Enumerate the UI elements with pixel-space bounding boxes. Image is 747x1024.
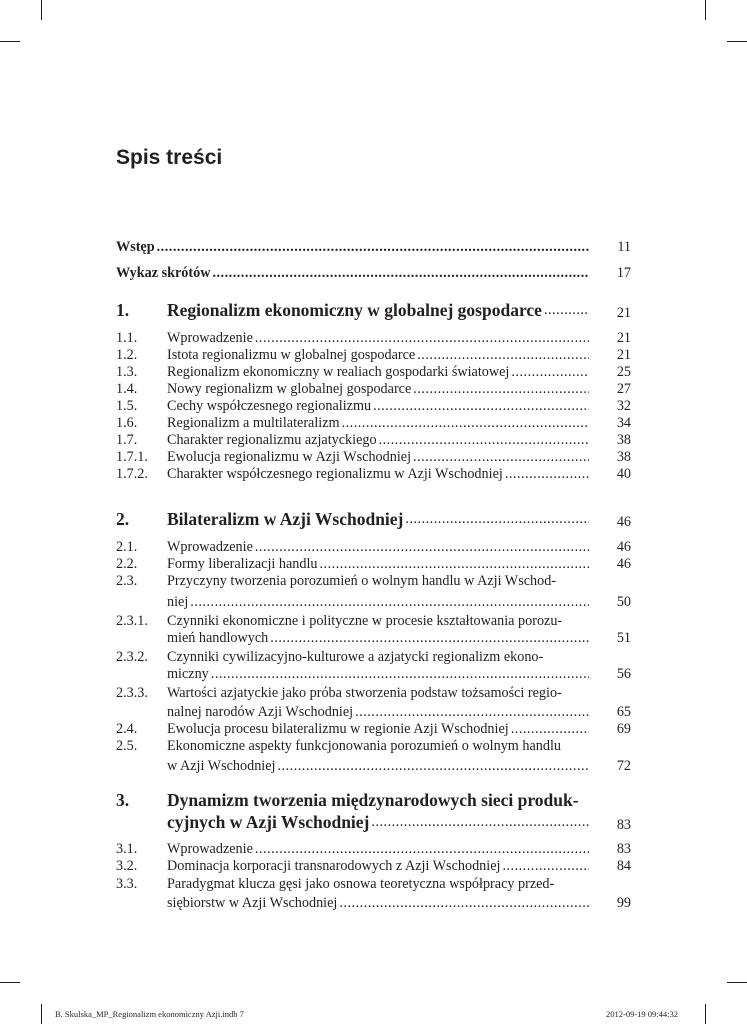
toc-label-line2: mień handlowych: [167, 630, 269, 646]
toc-entry-1-7-1[interactable]: [0, 449, 747, 466]
toc-label: Regionalizm a multilateralizm: [167, 415, 340, 431]
toc-page: 83: [616, 841, 631, 857]
crop-mark: [705, 1004, 706, 1024]
toc-entry-2-3-cont[interactable]: [0, 594, 747, 611]
toc-entry-2-4[interactable]: [0, 721, 747, 738]
toc-page: 38: [616, 432, 631, 448]
toc-number: 2.3.2.: [116, 649, 148, 665]
toc-page: 38: [616, 449, 631, 465]
toc-number: 1.4.: [116, 381, 138, 397]
leader-dots: [417, 347, 589, 364]
leader-dots: [270, 630, 589, 647]
toc-page: 27: [616, 381, 631, 397]
toc-entry-3-3[interactable]: [0, 876, 747, 893]
toc-page: 51: [616, 630, 631, 646]
toc-number: 3.2.: [116, 858, 138, 874]
toc-chapter-2[interactable]: [0, 509, 747, 530]
toc-entry-2-3-1[interactable]: [0, 613, 747, 630]
leader-dots: [373, 398, 589, 415]
toc-entry-2-3[interactable]: [0, 573, 747, 590]
toc-number: 1.5.: [116, 398, 138, 414]
toc-page: 25: [616, 364, 631, 380]
toc-page: 84: [616, 858, 631, 874]
leader-dots: [502, 858, 589, 875]
toc-entry-2-3-2-cont[interactable]: [0, 666, 747, 683]
toc-page: 32: [616, 398, 631, 414]
toc-page: 40: [616, 466, 631, 482]
toc-entry-1-4[interactable]: [0, 381, 747, 398]
toc-entry-1-7-2[interactable]: [0, 466, 747, 483]
toc-page: 34: [616, 415, 631, 431]
toc-entry-1-5[interactable]: [0, 398, 747, 415]
footer-file-info: B. Skulska_MP_Regionalizm ekonomiczny Azji.indb 7: [55, 1009, 244, 1019]
leader-dots: [511, 721, 589, 738]
leader-dots: [255, 330, 589, 347]
leader-dots: [320, 556, 590, 573]
leader-dots: [505, 466, 589, 483]
toc-label-line1: Czynniki cywilizacyjno-kulturowe a azjatycki regionalizm ekono-: [167, 649, 544, 665]
toc-number: 1.3.: [116, 364, 138, 380]
toc-entry-1-6[interactable]: [0, 415, 747, 432]
toc-page: 21: [616, 305, 631, 321]
toc-chapter-1[interactable]: [0, 300, 747, 321]
toc-entry-1-7[interactable]: [0, 432, 747, 449]
leader-dots: [255, 841, 589, 858]
toc-number: 1.2.: [116, 347, 138, 363]
leader-dots: [342, 415, 589, 432]
toc-page: 99: [616, 895, 631, 911]
toc-label: Regionalizm ekonomiczny w realiach gospodarki światowej: [167, 364, 510, 380]
toc-label: Bilateralizm w Azji Wschodniej: [167, 509, 404, 529]
toc-entry-3-1[interactable]: [0, 841, 747, 858]
crop-mark: [727, 982, 747, 983]
crop-mark: [727, 41, 747, 42]
toc-page: 69: [616, 721, 631, 737]
crop-mark: [0, 982, 20, 983]
leader-dots: [211, 666, 589, 683]
toc-label-line2: siębiorstw w Azji Wschodniej: [167, 895, 338, 911]
leader-dots: [355, 704, 589, 721]
toc-label: Charakter regionalizmu azjatyckiego: [167, 432, 377, 448]
toc-entry-2-3-1-cont[interactable]: [0, 630, 747, 647]
toc-number: 2.3.1.: [116, 613, 148, 629]
leader-dots: [379, 432, 589, 449]
toc-number: 1.7.: [116, 432, 138, 448]
toc-number: 1.1.: [116, 330, 138, 346]
toc-page: 46: [616, 556, 631, 572]
toc-label: Cechy współczesnego regionalizmu: [167, 398, 372, 414]
toc-label-line2: cyjnych w Azji Wschodniej: [167, 812, 370, 832]
toc-label: Wprowadzenie: [167, 539, 253, 555]
crop-mark: [41, 1004, 42, 1024]
toc-page: 21: [616, 347, 631, 363]
toc-entry-wstep[interactable]: [0, 239, 747, 256]
leader-dots: [212, 265, 589, 282]
toc-label: Formy liberalizacji handlu: [167, 556, 318, 572]
toc-page: 56: [616, 666, 631, 682]
toc-label: Charakter współczesnego regionalizmu w Azji Wschodniej: [167, 466, 503, 482]
toc-chapter-3-cont[interactable]: [0, 812, 747, 833]
toc-number: 3.: [116, 790, 130, 810]
toc-page: 46: [616, 539, 631, 555]
toc-label-line1: Dynamizm tworzenia międzynarodowych sieci produk-: [167, 790, 579, 810]
toc-chapter-3[interactable]: [0, 790, 747, 811]
crop-mark: [0, 41, 20, 42]
toc-entry-2-2[interactable]: [0, 556, 747, 573]
toc-label-line1: Wartości azjatyckie jako próba stworzenia podstaw tożsamości regio-: [167, 685, 562, 701]
toc-page: 83: [616, 817, 631, 833]
toc-page: 65: [616, 704, 631, 720]
footer-timestamp: 2012-09-19 09:44:32: [606, 1009, 679, 1019]
toc-number: 2.5.: [116, 738, 138, 754]
toc-label: Dominacja korporacji transnarodowych z Azji Wschodniej: [167, 858, 501, 874]
toc-label: Ewolucja regionalizmu w Azji Wschodniej: [167, 449, 412, 465]
toc-entry-2-5-cont[interactable]: [0, 758, 747, 775]
crop-mark: [705, 0, 706, 20]
toc-entry-3-3-cont[interactable]: [0, 895, 747, 912]
toc-label: Nowy regionalizm w globalnej gospodarce: [167, 381, 412, 397]
leader-dots: [413, 449, 589, 466]
toc-number: 2.: [116, 509, 130, 529]
toc-number: 2.3.3.: [116, 685, 148, 701]
toc-label-line1: Przyczyny tworzenia porozumień o wolnym handlu w Azji Wschod-: [167, 573, 557, 589]
crop-mark: [41, 0, 42, 20]
toc-entry-2-3-3-cont[interactable]: [0, 704, 747, 721]
toc-entry-2-1[interactable]: [0, 539, 747, 556]
toc-entry-1-1[interactable]: [0, 330, 747, 347]
toc-label-line1: Ekonomiczne aspekty funkcjonowania porozumień o wolnym handlu: [167, 738, 562, 754]
leader-dots: [157, 239, 589, 256]
toc-entry-1-3[interactable]: [0, 364, 747, 381]
toc-entry-2-3-2[interactable]: [0, 649, 747, 666]
leader-dots: [511, 364, 589, 381]
leader-dots: [413, 381, 589, 398]
toc-page: 21: [616, 330, 631, 346]
toc-page: 17: [616, 265, 631, 281]
leader-dots: [339, 895, 589, 912]
toc-number: 3.3.: [116, 876, 138, 892]
toc-page: 50: [616, 594, 631, 610]
toc-label: Regionalizm ekonomiczny w globalnej gospodarce: [167, 300, 542, 320]
toc-label-line2: niej: [167, 594, 189, 610]
leader-dots: [278, 758, 590, 775]
toc-page: 11: [617, 239, 631, 255]
toc-number: 1.6.: [116, 415, 138, 431]
toc-label-line2: w Azji Wschodniej: [167, 758, 276, 774]
page-title: Spis treści: [116, 146, 223, 169]
toc-entry-2-5[interactable]: [0, 738, 747, 755]
toc-label-line2: miczny: [167, 666, 209, 682]
leader-dots: [405, 509, 589, 530]
toc-number: 2.4.: [116, 721, 138, 737]
leader-dots: [255, 539, 589, 556]
toc-label: Wprowadzenie: [167, 841, 253, 857]
toc-number: 2.3.: [116, 573, 138, 589]
toc-number: 1.: [116, 300, 130, 320]
toc-number: 3.1.: [116, 841, 138, 857]
toc-number: 1.7.1.: [116, 449, 148, 465]
toc-number: 1.7.2.: [116, 466, 148, 482]
toc-label: Wstęp: [116, 239, 155, 255]
leader-dots: [190, 594, 589, 611]
leader-dots: [544, 300, 589, 321]
leader-dots: [371, 812, 589, 833]
toc-entry-3-2[interactable]: [0, 858, 747, 875]
toc-label-line1: Czynniki ekonomiczne i polityczne w procesie kształtowania porozu-: [167, 613, 563, 629]
toc-label-line1: Paradygmat klucza gęsi jako osnowa teoretyczna współpracy przed-: [167, 876, 555, 892]
toc-label: Istota regionalizmu w globalnej gospodarce: [167, 347, 416, 363]
toc-number: 2.2.: [116, 556, 138, 572]
toc-label: Ewolucja procesu bilateralizmu w regionie Azji Wschodniej: [167, 721, 509, 737]
toc-entry-1-2[interactable]: [0, 347, 747, 364]
toc-label: Wprowadzenie: [167, 330, 253, 346]
toc-entry-skroty[interactable]: [0, 265, 747, 282]
toc-entry-2-3-3[interactable]: [0, 685, 747, 702]
toc-label-line2: nalnej narodów Azji Wschodniej: [167, 704, 354, 720]
toc-number: 2.1.: [116, 539, 138, 555]
toc-page: 46: [616, 514, 631, 530]
toc-label: Wykaz skrótów: [116, 265, 211, 281]
toc-page: 72: [616, 758, 631, 774]
